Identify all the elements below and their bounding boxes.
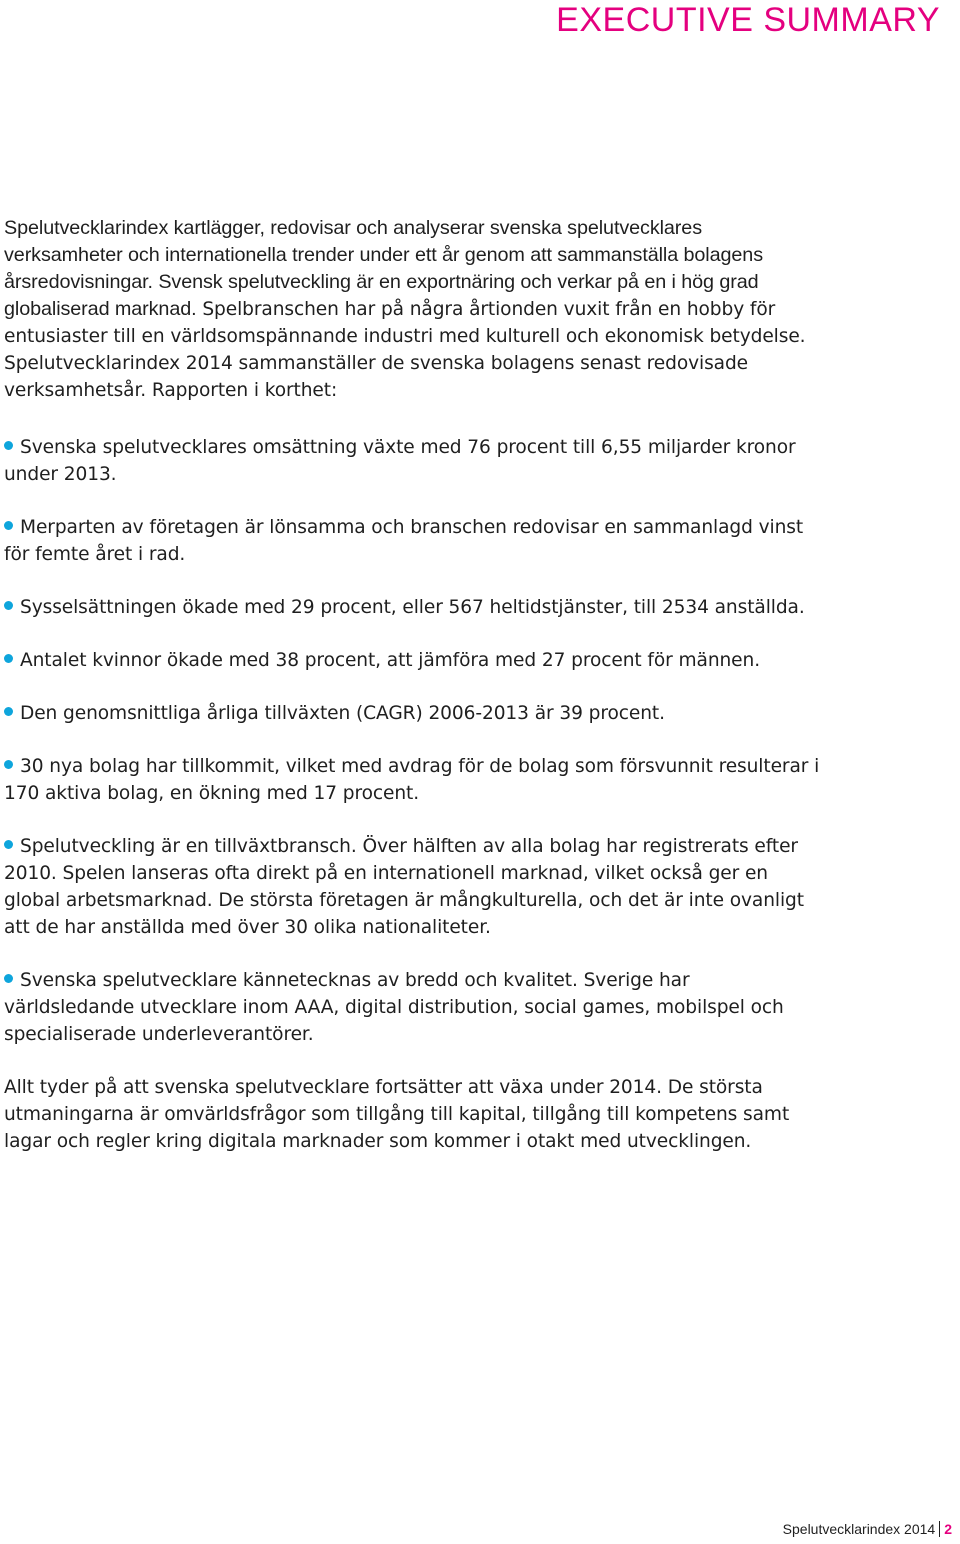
bullet-icon [4,760,13,769]
summary-list [4,434,824,1048]
intro-rest: Spelbranschen har på några årtionden vuxit från en hobby för entusiaster till en världsomspännande industri med kulturell och ekonomisk betydelse. Spelutvecklarindex 2014 sammanställer de svenska bolagens senast redovisade verksamhetsår. Rapporten i korthet: [4,299,806,401]
list-item [4,833,824,941]
list-item [4,514,824,568]
page-number: 2 [944,1521,952,1537]
list-item-text: Antalet kvinnor ökade med 38 procent, att jämföra med 27 procent för männen. [20,650,761,671]
footer-divider [939,1521,940,1537]
page-footer [783,1520,952,1538]
footer-publication: Spelutvecklarindex 2014 [782,1521,936,1537]
bullet-icon [4,707,13,716]
conclusion-paragraph: Allt tyder på att svenska spelutvecklare fortsätter att växa under 2014. De största utmaningarna är omvärldsfrågor som tillgång till kapital, tillgång till kompetens samt lagar och regler kring digitala marknader som kommer i otakt med utvecklingen. [4,1077,790,1152]
list-item [4,753,824,807]
page-title: EXECUTIVE SUMMARY [556,1,940,39]
list-item-text: Svenska spelutvecklare kännetecknas av bredd och kvalitet. Sverige har världsledande utvecklare inom AAA, digital distribution, social games, mobilspel och specialiserade underleverantörer. [4,970,784,1045]
list-item-text: Svenska spelutvecklares omsättning växte med 76 procent till 6,55 miljarder kronor under 2013. [4,437,796,485]
list-item-text: 30 nya bolag har tillkommit, vilket med avdrag för de bolag som försvunnit resulterar i 170 aktiva bolag, en ökning med 17 procent. [4,756,820,804]
bullet-icon [4,521,13,530]
intro-paragraph [4,215,824,404]
list-item-text: Merparten av företagen är lönsamma och branschen redovisar en sammanlagd vinst för femte året i rad. [4,517,804,565]
bullet-icon [4,654,13,663]
list-item [4,647,824,674]
intro-lead: Spelutvecklarindex kartlägger, redovisar och analyserar svenska spelutvecklares verksamheter och internationella trender under ett år genom att sammanställa bolagens årsredovisningar. Svensk spelutveckling är en exportnäring och verkar på en i hög grad globaliserad marknad. [4,217,763,320]
list-item [4,700,824,727]
list-item-text: Sysselsättningen ökade med 29 procent, eller 567 heltidstjänster, till 2534 anställda. [20,597,805,618]
bullet-icon [4,601,13,610]
bullet-icon [4,441,13,450]
main-content [4,215,824,1155]
list-item-text: Den genomsnittliga årliga tillväxten (CAGR) 2006-2013 är 39 procent. [20,703,665,724]
list-item [4,594,824,621]
list-item [4,434,824,488]
bullet-icon [4,840,13,849]
list-item-text: Spelutveckling är en tillväxtbransch. Över hälften av alla bolag har registrerats efter 2010. Spelen lanseras ofta direkt på en internationell marknad, vilket också ger en global arbetsmarknad. De största företagen är mångkulturella, och det är inte ovanligt att de har anställda med över 30 olika nationaliteter. [4,836,804,938]
list-item [4,967,824,1048]
bullet-icon [4,974,13,983]
